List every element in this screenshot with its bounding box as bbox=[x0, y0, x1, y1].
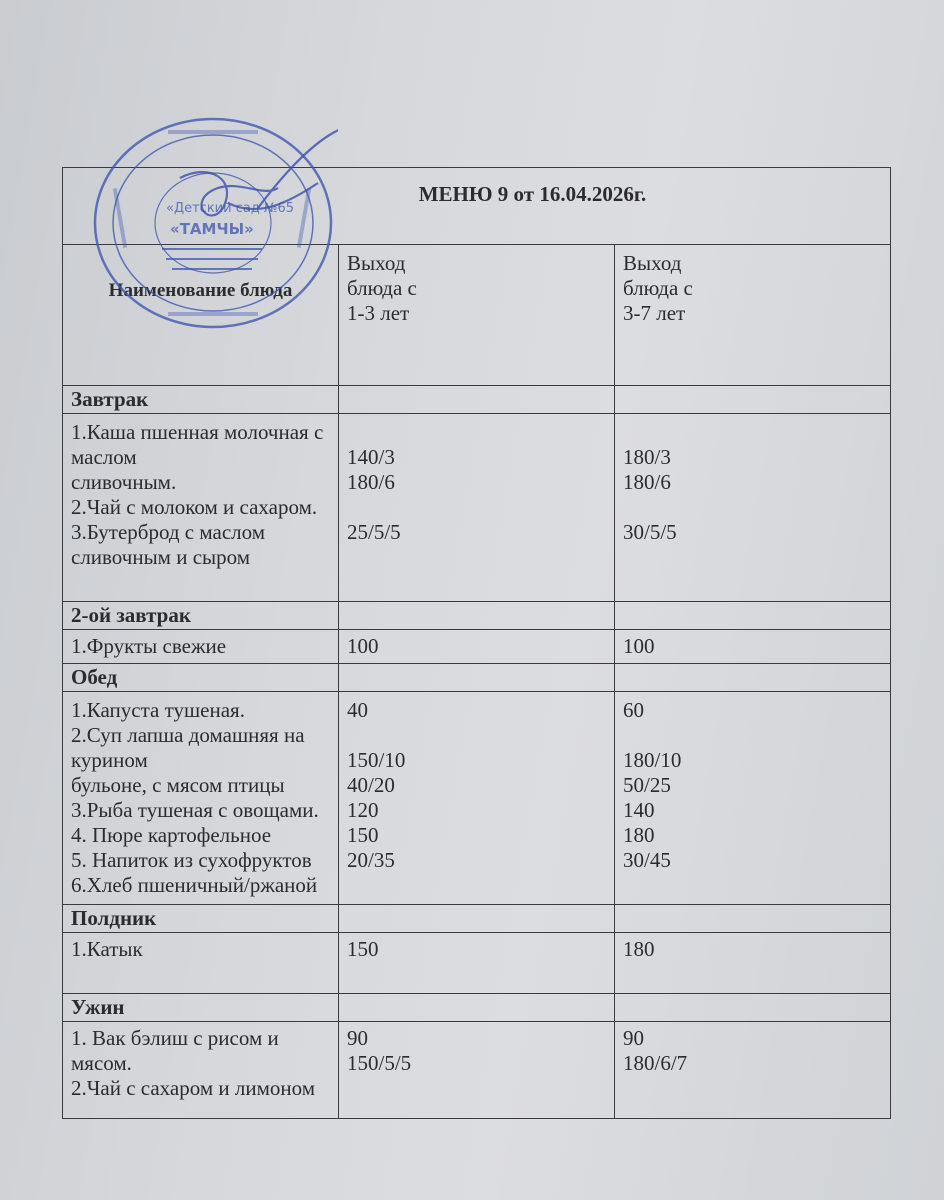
old-portions: 90 180/6/7 bbox=[615, 1022, 891, 1119]
header-row bbox=[63, 245, 891, 386]
table-row bbox=[63, 933, 891, 994]
section-label: Завтрак bbox=[63, 386, 339, 414]
section-breakfast bbox=[63, 386, 891, 414]
young-portions: 90 150/5/5 bbox=[339, 1022, 615, 1119]
menu-sheet bbox=[62, 167, 891, 1100]
dish-list: 1.Катык bbox=[63, 933, 339, 994]
section-lunch bbox=[63, 664, 891, 692]
dish-list: 1.Капуста тушеная. 2.Суп лапша домашняя на курином бульоне, с мясом птицы 3.Рыба тушеная с овощами. 4. Пюре картофельное 5. Напиток из сухофруктов 6.Хлеб пшеничный/ржаной bbox=[63, 692, 339, 905]
menu-title: МЕНЮ 9 от 16.04.2026г. bbox=[63, 168, 891, 245]
old-column-header: Выход блюда с 3-7 лет bbox=[615, 245, 891, 386]
section-second-breakfast bbox=[63, 602, 891, 630]
table-row bbox=[63, 414, 891, 602]
dish-list: 1.Каша пшенная молочная с маслом сливочным. 2.Чай с молоком и сахаром. 3.Бутерброд с маслом сливочным и сыром bbox=[63, 414, 339, 602]
table-row bbox=[63, 692, 891, 905]
young-column-header: Выход блюда с 1-3 лет bbox=[339, 245, 615, 386]
stamp-text-line-1: «Детский сад №65 bbox=[166, 201, 295, 216]
table-row bbox=[63, 630, 891, 664]
section-label: Ужин bbox=[63, 994, 339, 1022]
old-portions: 180/3 180/6 30/5/5 bbox=[615, 414, 891, 602]
young-portions: 100 bbox=[339, 630, 615, 664]
young-portions: 40 150/10 40/20 120 150 20/35 bbox=[339, 692, 615, 905]
menu-table bbox=[62, 167, 891, 1119]
section-label: Обед bbox=[63, 664, 339, 692]
section-dinner bbox=[63, 994, 891, 1022]
dish-column-header: Наименование блюда bbox=[63, 245, 339, 386]
old-portions: 60 180/10 50/25 140 180 30/45 bbox=[615, 692, 891, 905]
old-portions: 100 bbox=[615, 630, 891, 664]
section-snack bbox=[63, 905, 891, 933]
section-label: Полдник bbox=[63, 905, 339, 933]
section-label: 2-ой завтрак bbox=[63, 602, 339, 630]
dish-list: 1.Фрукты свежие bbox=[63, 630, 339, 664]
young-portions: 140/3 180/6 25/5/5 bbox=[339, 414, 615, 602]
dish-list: 1. Вак бэлиш с рисом и мясом. 2.Чай с сахаром и лимоном bbox=[63, 1022, 339, 1119]
table-row bbox=[63, 1022, 891, 1119]
title-row bbox=[63, 168, 891, 245]
young-portions: 150 bbox=[339, 933, 615, 994]
stamp-text-line-2: «ТАМЧЫ» bbox=[170, 220, 254, 238]
bleed-through-text bbox=[896, 60, 930, 66]
old-portions: 180 bbox=[615, 933, 891, 994]
